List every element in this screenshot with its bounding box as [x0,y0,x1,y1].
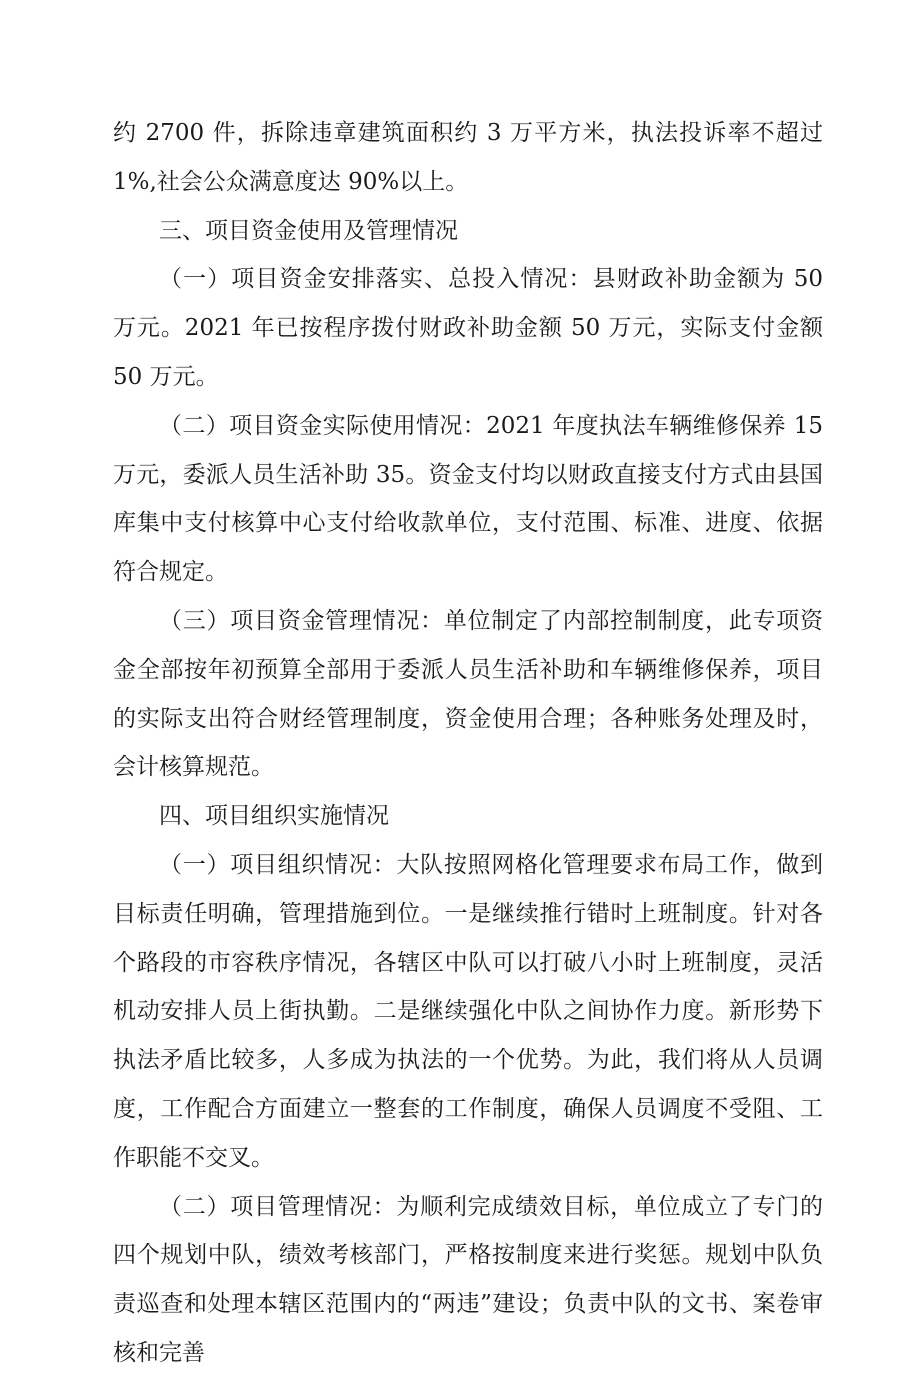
paragraph-3-2: （二）项目资金实际使用情况：2021 年度执法车辆维修保养 15 万元，委派人员生活补助 35。资金支付均以财政直接支付方式由县国库集中支付核算中心支付给收款单位，支付范围、标准、进度、依据符合规定。 [113,412,823,586]
paragraph-4-1: （一）项目组织情况：大队按照网格化管理要求布局工作，做到目标责任明确，管理措施到位。一是继续推行错时上班制度。针对各个路段的市容秩序情况，各辖区中队可以打破八小时上班制度，灵活机动安排人员上街执勤。二是继续强化中队之间协作力度。新形势下执法矛盾比较多，人多成为执法的一个优势。为此，我们将从人员调度，工作配合方面建立一整套的工作制度，确保人员调度不受阻、工作职能不交叉。 [113,851,823,1171]
paragraph-3-3: （三）项目资金管理情况：单位制定了内部控制制度，此专项资金全部按年初预算全部用于委派人员生活补助和车辆维修保养，项目的实际支出符合财经管理制度，资金使用合理；各种账务处理及时，会计核算规范。 [113,607,823,781]
section-heading-4: 四、项目组织实施情况 [159,803,389,830]
paragraph-4-2: （二）项目管理情况：为顺利完成绩效目标，单位成立了专门的四个规划中队，绩效考核部门，严格按制度来进行奖惩。规划中队负责巡查和处理本辖区范围内的“两违”建设；负责中队的文书、案卷审核和完善 [113,1193,823,1366]
document-body [113,109,823,1378]
paragraph-3-1: （一）项目资金安排落实、总投入情况：县财政补助金额为 50 万元。2021 年已按程序拨付财政补助金额 50 万元，实际支付金额 50 万元。 [113,266,823,390]
paragraph-continued: 约 2700 件，拆除违章建筑面积约 3 万平方米，执法投诉率不超过 1%,社会公众满意度达 90%以上。 [113,120,823,195]
section-heading-3: 三、项目资金使用及管理情况 [159,217,458,244]
